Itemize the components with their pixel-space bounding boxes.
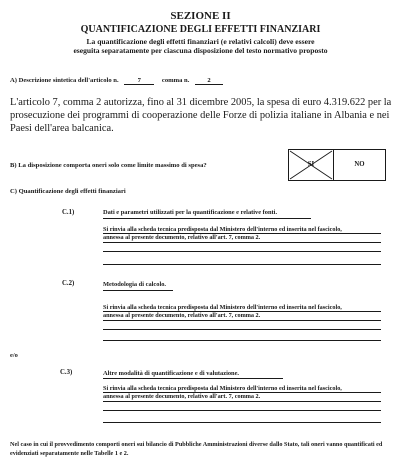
no-option[interactable]: NO [354,161,365,168]
c2-text: Si rinvia alla scheda tecnica predisposta dal Ministero dell'interno ed inserita nel fascicolo, annessa al presente documento, relativo all'art. 7, comma 2. [103,304,342,320]
c3-heading-underline [103,378,283,379]
c2-rule-2 [103,320,381,321]
subtitle-line-2: eseguita separatamente per ciascuna disposizione del testo normativo proposto [73,46,328,55]
section-c-title: C) Quantificazione degli effetti finanziari [10,188,126,195]
c2-heading: Metodologia di calcolo. [103,281,167,288]
article-number-field: 7 [124,77,154,85]
c3-label: C.3) [60,369,73,376]
c2-rule-4 [103,340,381,341]
subtitle-line-1: La quantificazione degli effetti finanziari (e relativi calcoli) deve essere [86,37,315,46]
c1-text: Si rinvia alla scheda tecnica predisposta dal Ministero dell'interno ed inserita nel fascicolo, annessa al presente documento, relativo all'art. 7, comma 2. [103,226,342,242]
comma-number-field: 2 [195,77,223,85]
section-title: SEZIONE II [170,10,231,22]
c3-rule-1 [103,392,381,393]
c3-rule-2 [103,401,381,402]
article-description: L'articolo 7, comma 2 autorizza, fino al 31 dicembre 2005, la spesa di euro 4.319.622 per la prosecuzione dei programmi di cooperazione delle Forze di polizia italiane in Albania e nei Paesi dell'area balcanica. [10,97,392,134]
c1-rule-2 [103,242,381,243]
yes-no-box [288,149,386,181]
c2-label: C.2) [62,280,75,287]
article-label: A) Descrizione sintetica dell'articolo n. [10,77,119,84]
c1-rule-3 [103,251,381,252]
c2-heading-underline [103,290,173,291]
c1-label: C.1) [62,209,75,216]
c3-rule-4 [103,422,381,423]
yes-label: SI [307,161,315,168]
comma-label: comma n. [161,77,190,84]
c3-rule-3 [103,410,381,411]
yes-option[interactable] [289,150,334,180]
c1-rule-1 [103,233,381,234]
footer-note: Nel caso in cui il provvedimento comporti oneri sui bilancio di Pubbliche Amministrazioni diverse dallo Stato, tali oneri vanno quantificati ed evidenziati separatamente nelle Tabelle 1 e 2. [10,441,383,457]
c2-rule-3 [103,329,381,330]
section-a-row [10,77,223,85]
c1-rule-4 [103,264,381,265]
page-title: QUANTIFICAZIONE DEGLI EFFETTI FINANZIARI [80,24,321,35]
or-label: e/o [10,352,18,359]
section-b-question: B) La disposizione comporta oneri solo come limite massimo di spesa? [10,162,207,169]
c2-rule-1 [103,311,381,312]
c1-heading: Dati e parametri utilizzati per la quantificazione e relative fonti. [103,209,278,216]
c3-heading: Altre modalità di quantificazione e di valutazione. [103,370,240,377]
c1-heading-underline [103,218,311,219]
c3-text: Si rinvia alla scheda tecnica predisposta dal Ministero dell'interno ed inserita nel fascicolo, annessa al presente documento, relativo all'art. 7, comma 2. [103,385,342,401]
